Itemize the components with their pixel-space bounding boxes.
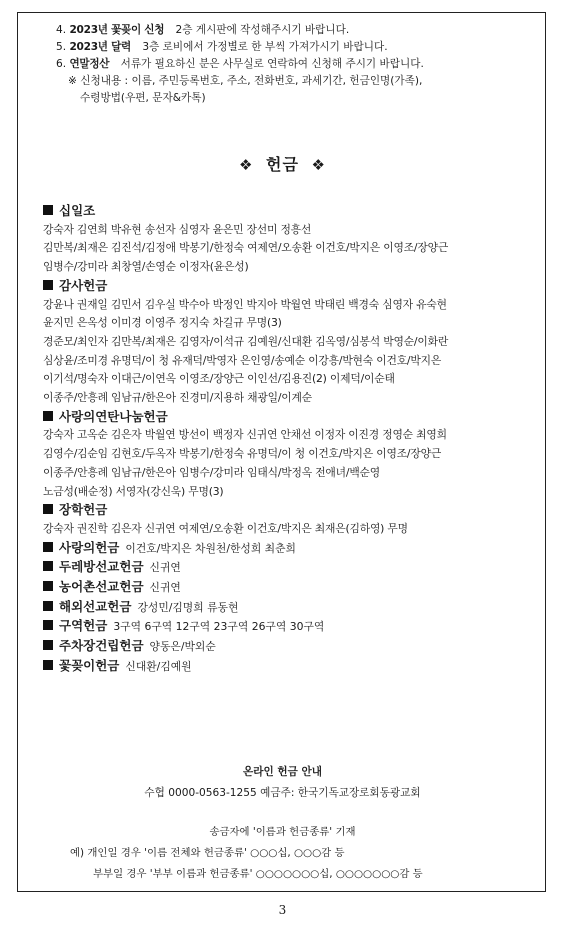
sender-example: 예) 개인일 경우 '이름 전체와 헌금종류' ○○○십, ○○○감 등 bbox=[70, 847, 345, 859]
category-heading: 십일조 bbox=[43, 202, 533, 221]
diamond-icon: ❖ bbox=[239, 156, 254, 174]
names-line: 이종주/안흥례 임남규/한은아 진경미/지용하 채광일/이계순 bbox=[43, 391, 312, 405]
square-bullet-icon bbox=[43, 280, 53, 290]
names-line: 강윤나 권재일 김민서 김우실 박수아 박정인 박지아 박월연 박태린 백경숙 심영자 유숙현 bbox=[43, 297, 447, 311]
square-bullet-icon bbox=[43, 581, 53, 591]
category-heading: 사랑의헌금 이건호/박지은 차원천/한성희 최춘희 bbox=[43, 539, 533, 559]
square-bullet-icon bbox=[43, 601, 53, 611]
names-line: 김만복/최재은 김진석/김정애 박봉기/한정숙 여제연/오송환 이건호/박지은 이영조/장양근 bbox=[43, 241, 449, 255]
sender-instructions bbox=[0, 822, 565, 885]
names-line: 강숙자 고옥순 김은자 박월연 방선이 백정자 신귀연 안채선 이정자 이진경 정영순 최영희 bbox=[43, 428, 447, 442]
category-heading: 주차장건립헌금 양동은/박외순 bbox=[43, 637, 533, 657]
category-heading: 감사헌금 bbox=[43, 277, 533, 296]
names-line: 강숙자 김연희 박유현 송선자 심영자 윤은민 장선미 정흥선 bbox=[43, 222, 312, 236]
names-line: 윤지민 은옥성 이미경 이영주 정지숙 차길규 무명(3) bbox=[43, 316, 282, 330]
square-bullet-icon bbox=[43, 205, 53, 215]
category-heading: 장학헌금 bbox=[43, 501, 533, 520]
notice-item: 6. 연말정산 서류가 필요하신 분은 사무실로 연락하여 신청해 주시기 바랍니다. bbox=[56, 58, 424, 70]
names-inline: 강성민/김명희 류동현 bbox=[137, 600, 239, 614]
square-bullet-icon bbox=[43, 411, 53, 421]
names-inline: 3구역 6구역 12구역 23구역 26구역 30구역 bbox=[113, 620, 325, 634]
names-inline: 신대환/김예원 bbox=[125, 659, 192, 673]
account-info: 수협 0000-0563-1255 예금주: 한국기독교장로회동광교회 bbox=[144, 787, 421, 799]
names-line: 임병수/강미라 최창열/손영순 이정자(윤은성) bbox=[43, 260, 249, 274]
category-heading: 해외선교헌금 강성민/김명희 류동현 bbox=[43, 598, 533, 618]
square-bullet-icon bbox=[43, 640, 53, 650]
category-heading: 꽃꽂이헌금 신대환/김예원 bbox=[43, 657, 533, 677]
online-offering-info bbox=[0, 762, 565, 804]
names-line: 경준모/최인자 김만복/최재은 김영자/이석규 김예원/신대환 김옥영/심봉석 박영순/이화란 bbox=[43, 334, 449, 348]
names-inline: 신귀연 bbox=[149, 561, 181, 575]
square-bullet-icon bbox=[43, 504, 53, 514]
section-title bbox=[0, 152, 565, 175]
names-line: 심상윤/조미경 유명덕/이 청 유재덕/박영자 은인영/송예순 이강흥/박현숙 이건호/박지은 bbox=[43, 353, 442, 367]
names-inline: 신귀연 bbox=[149, 581, 181, 595]
notice-text: 3층 로비에서 가정별로 한 부씩 가져가시기 바랍니다. bbox=[142, 41, 388, 53]
square-bullet-icon bbox=[43, 561, 53, 571]
square-bullet-icon bbox=[43, 620, 53, 630]
notice-text: 서류가 필요하신 분은 사무실로 연락하여 신청해 주시기 바랍니다. bbox=[120, 58, 424, 70]
square-bullet-icon bbox=[43, 542, 53, 552]
names-inline: 이건호/박지은 차원천/한성희 최춘희 bbox=[125, 541, 296, 555]
notice-title: 연말정산 bbox=[69, 58, 110, 70]
page-number: 3 bbox=[278, 903, 287, 917]
names-line: 노금성(배순정) 서영자(강신욱) 무명(3) bbox=[43, 484, 224, 498]
notice-note: ※ 신청내용 : 이름, 주민등록번호, 주소, 전화번호, 과세기간, 헌금인명(가족), bbox=[68, 75, 423, 87]
category-heading: 농어촌선교헌금 신귀연 bbox=[43, 578, 533, 598]
notice-text: 2층 게시판에 작성해주시기 바랍니다. bbox=[175, 24, 350, 36]
names-line: 이종주/안흥례 임남규/한은아 임병수/강미라 임태식/박정옥 전애녀/백순영 bbox=[43, 465, 381, 479]
notices-list bbox=[56, 22, 526, 107]
names-line: 김영수/김순임 김현호/두옥자 박봉기/한정숙 유명덕/이 청 이건호/박지은 이영조/장양근 bbox=[43, 447, 442, 461]
notice-item: 4. 2023년 꽃꽂이 신청 2층 게시판에 작성해주시기 바랍니다. bbox=[56, 24, 350, 36]
names-line: 강숙자 권진학 김은자 신귀연 여제연/오송환 이건호/박지은 최재은(김하영) 무명 bbox=[43, 521, 408, 535]
notice-title: 2023년 달력 bbox=[69, 41, 131, 53]
names-inline: 양동은/박외순 bbox=[149, 640, 216, 654]
section-title-text: 헌금 bbox=[266, 155, 299, 174]
notice-item: 5. 2023년 달력 3층 로비에서 가정별로 한 부씩 가져가시기 바랍니다. bbox=[56, 41, 388, 53]
square-bullet-icon bbox=[43, 660, 53, 670]
notice-note: 수령방법(우편, 문자&카톡) bbox=[80, 92, 206, 104]
sender-example: 부부일 경우 '부부 이름과 헌금종류' ○○○○○○○십, ○○○○○○○감 등 bbox=[93, 868, 423, 880]
diamond-icon: ❖ bbox=[311, 156, 326, 174]
offerings-list bbox=[43, 202, 533, 677]
names-line: 이기석/명숙자 이대근/이연옥 이영조/장양근 이인선/김용진(2) 이제덕/이순태 bbox=[43, 372, 395, 386]
notice-title: 2023년 꽃꽂이 신청 bbox=[69, 24, 165, 36]
sender-title: 송금자에 '이름과 헌금종류' 기재 bbox=[209, 826, 356, 838]
category-heading: 두레방선교헌금 신귀연 bbox=[43, 558, 533, 578]
category-heading: 사랑의연탄나눔헌금 bbox=[43, 408, 533, 427]
online-title: 온라인 헌금 안내 bbox=[242, 766, 322, 778]
category-heading: 구역헌금 3구역 6구역 12구역 23구역 26구역 30구역 bbox=[43, 617, 533, 637]
